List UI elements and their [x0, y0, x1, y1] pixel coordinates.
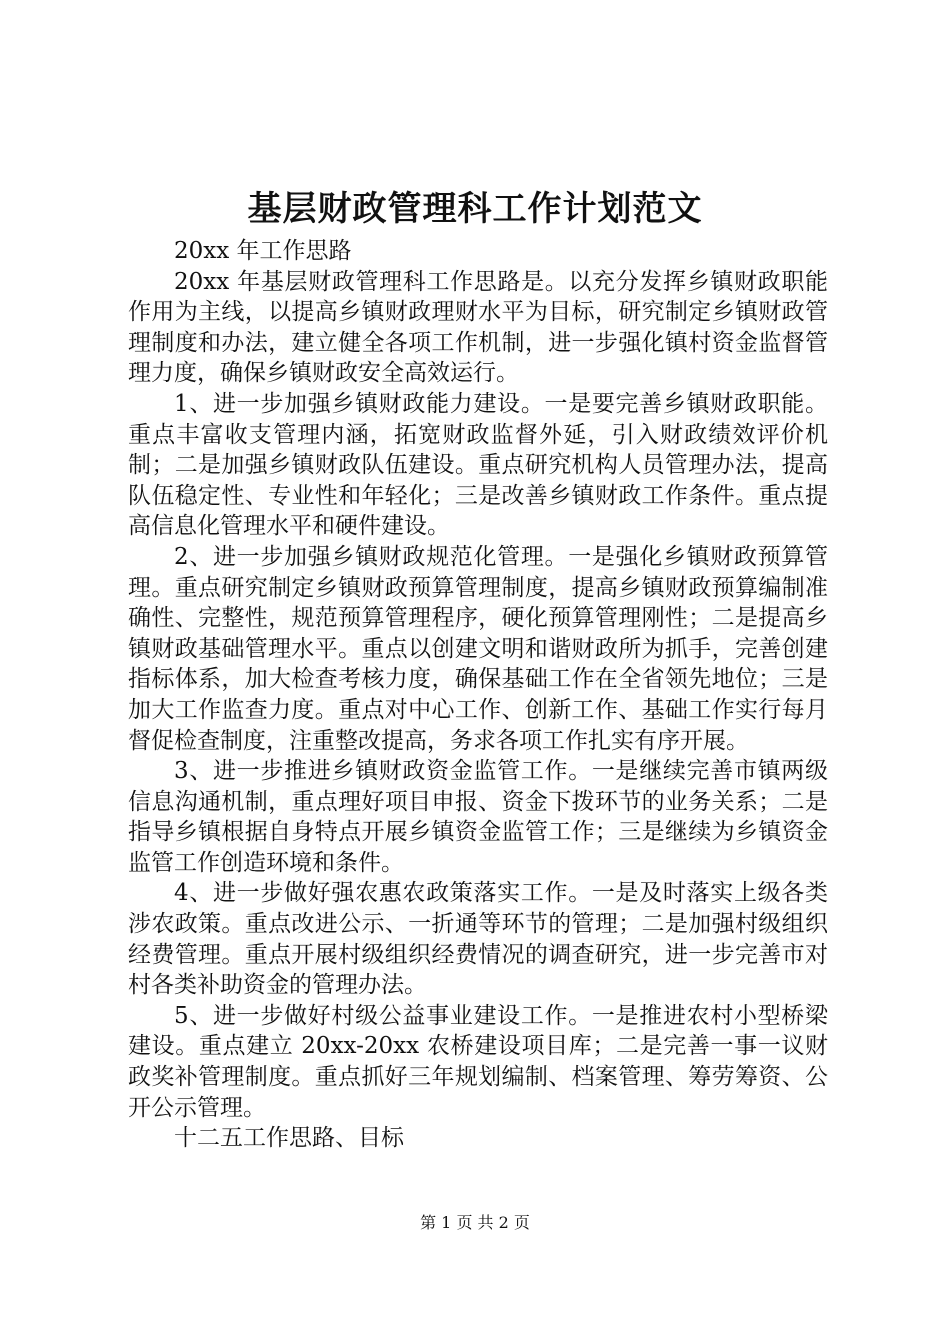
- paragraph-item-4: 4、进一步做好强农惠农政策落实工作。一是及时落实上级各类涉农政策。重点改进公示、一折通等环节的管理；二是加强村级组织经费管理。重点开展村级组织经费情况的调查研究，进一步完善市对村各类补助资金的管理办法。: [128, 880, 828, 999]
- paragraph-item-2: 2、进一步加强乡镇财政规范化管理。一是强化乡镇财政预算管理。重点研究制定乡镇财政预算管理制度，提高乡镇财政预算编制准确性、完整性，规范预算管理程序，硬化预算管理刚性；二是提高乡镇财政基础管理水平。重点以创建文明和谐财政所为抓手，完善创建指标体系，加大检查考核力度，确保基础工作在全省领先地位；三是加大工作监查力度。重点对中心工作、创新工作、基础工作实行每月督促检查制度，注重整改提高，务求各项工作扎实有序开展。: [128, 543, 828, 754]
- paragraph-overview: 20xx 年基层财政管理科工作思路是。以充分发挥乡镇财政职能作用为主线，以提高乡镇财政理财水平为目标，研究制定乡镇财政管理制度和办法，建立健全各项工作机制，进一步强化镇村资金监督管理力度，确保乡镇财政安全高效运行。: [128, 268, 828, 387]
- paragraph-item-1: 1、进一步加强乡镇财政能力建设。一是要完善乡镇财政职能。重点丰富收支管理内涵，拓宽财政监督外延，引入财政绩效评价机制；二是加强乡镇财政队伍建设。重点研究机构人员管理办法，提高队伍稳定性、专业性和年轻化；三是改善乡镇财政工作条件。重点提高信息化管理水平和硬件建设。: [128, 390, 828, 540]
- document-body: [128, 236, 828, 1154]
- paragraph-heading-20xx: 20xx 年工作思路: [174, 238, 352, 264]
- paragraph-heading-12th-plan: 十二五工作思路、目标: [174, 1125, 404, 1152]
- paragraph-item-5: 5、进一步做好村级公益事业建设工作。一是推进农村小型桥梁建设。重点建立 20xx-20xx 农桥建设项目库；二是完善一事一议财政奖补管理制度。重点抓好三年规划编制、档案管理、筹劳筹资、公开公示管理。: [128, 1002, 828, 1121]
- page-footer: 第 1 页 共 2 页: [420, 1213, 530, 1232]
- document-title: 基层财政管理科工作计划范文: [247, 189, 703, 229]
- paragraph-item-3: 3、进一步推进乡镇财政资金监管工作。一是继续完善市镇两级信息沟通机制，重点理好项目申报、资金下拨环节的业务关系；二是指导乡镇根据自身特点开展乡镇资金监管工作；三是继续为乡镇资金监管工作创造环境和条件。: [128, 758, 828, 876]
